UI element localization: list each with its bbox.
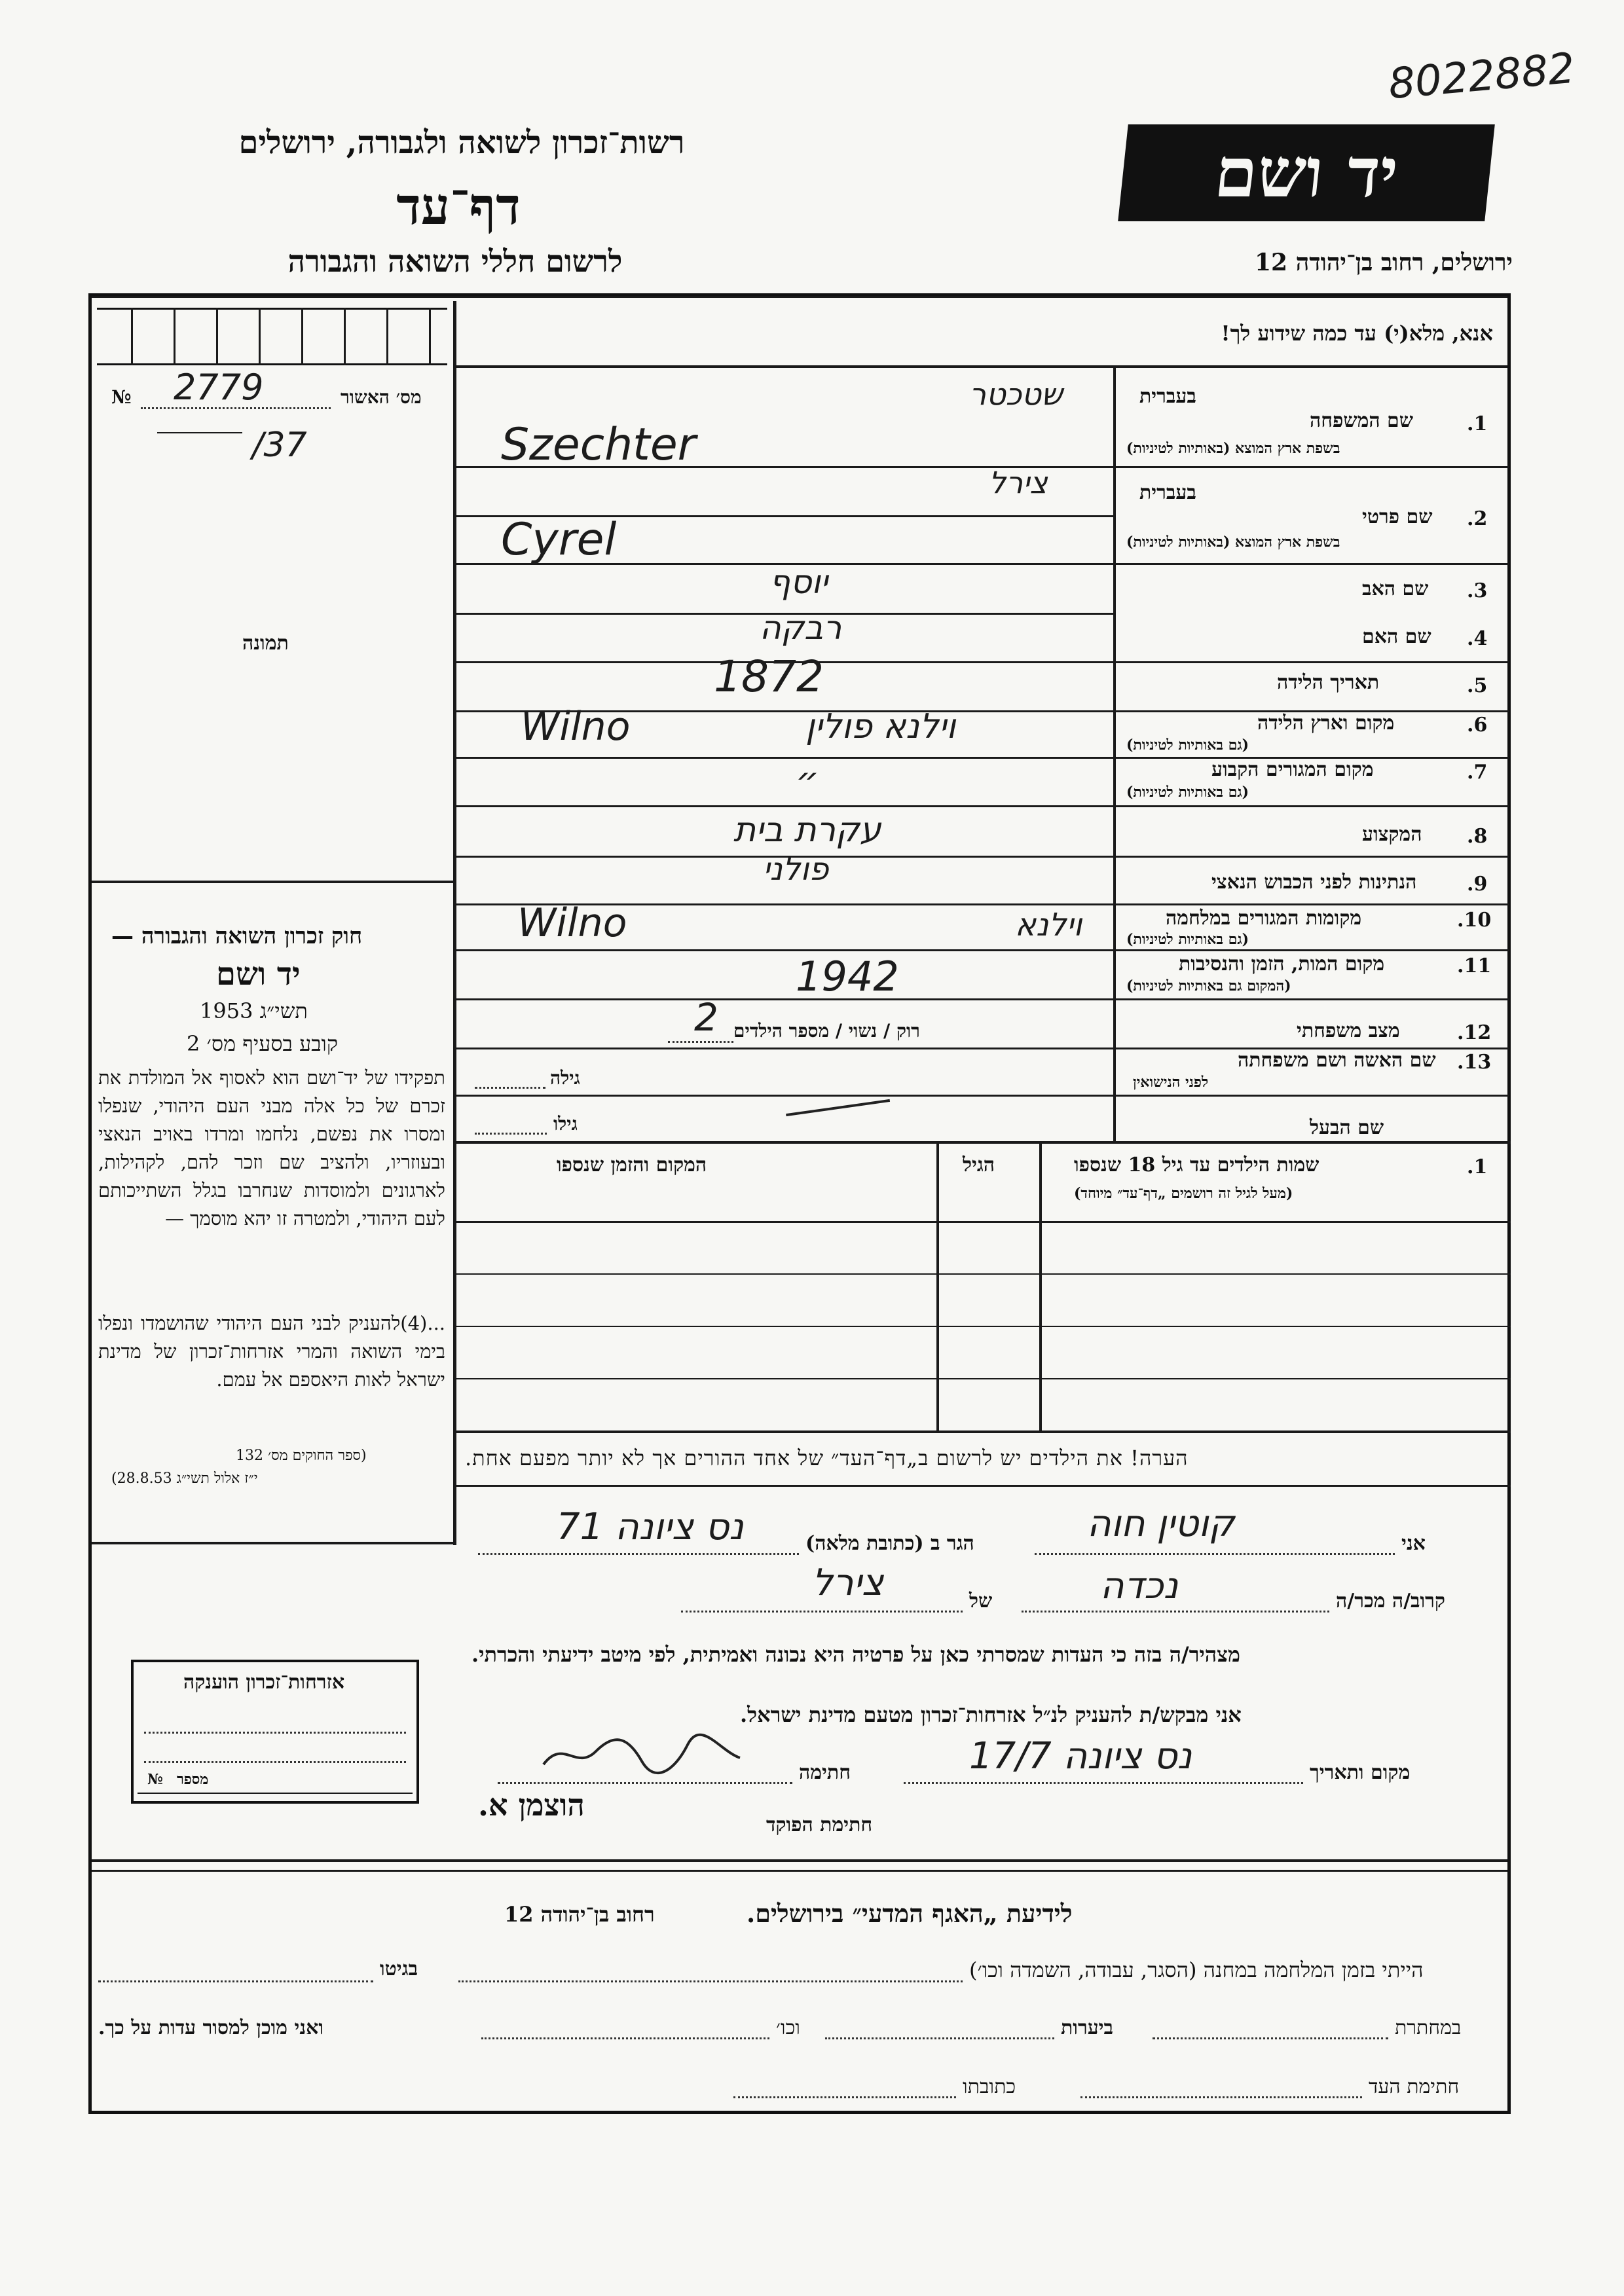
field-2-label: שם פרטי [1362,505,1433,528]
field-12-value[interactable]: 2 [694,995,718,1040]
law-clause: קובע בסעיף מס׳ 2 [187,1031,338,1056]
field-1-tag: בעברית [1139,385,1196,408]
footer-underground: במחתרת [1395,2016,1462,2039]
field-8-number: 8. [1467,825,1488,848]
footer-address: רחוב בן־יהודה 12 [504,1902,655,1927]
officer-label: חתימת הפוקד [766,1813,873,1836]
field-13-number: 13. [1457,1051,1492,1074]
officer-stamp: הוצמן א. [478,1787,585,1823]
declarant-lives-label: הגר ב (כתובת מלאה) [805,1532,974,1555]
children-label: שמות הילדים עד גיל 18 שנספו [1074,1154,1320,1176]
field-2-tag: בעברית [1139,481,1196,504]
field-1-label: שם המשפחה [1310,409,1414,432]
field-12-label: מצב משפחתי [1297,1019,1400,1042]
field-13-sub-label: לפני הנישואין [1133,1074,1209,1091]
field-2-sub-label: בשפת ארץ המוצא (באותיות לטיניות) [1126,534,1340,551]
field-7-sub-label: (גם באותיות לטיניות) [1126,784,1249,801]
field-10-number: 10. [1457,909,1492,932]
logo-text: יד ושם [1211,132,1402,213]
field-3-value[interactable]: יוסף [769,563,828,601]
field-11-value[interactable]: 1942 [796,953,899,1000]
field-9-value[interactable]: פולני [763,851,829,888]
law-clause-4: ...(4)להעניק לבני העם היהודי שהושמדו ונפלו בימי השואה והמרי אזרחות־זכרון של מדינת ישראל לאות היאספם אל עמם. [98,1312,445,1391]
field-11-label: מקום המות, הזמן והנסיבות [1179,953,1385,975]
field-10-value[interactable]: וילנא [1015,907,1082,943]
footer-etc: וכו׳ [776,2016,800,2039]
field-5-label: תאריך הלידה [1277,671,1380,694]
declarant-ani-label: אני [1401,1532,1426,1555]
place-date-value[interactable]: נס ציונה 17/7 [969,1735,1192,1777]
form-title: דף־עד [396,177,521,236]
husband-label: שם הבעל [1310,1116,1384,1139]
declarant-of-label: של [969,1590,993,1613]
field-4-number: 4. [1467,627,1488,650]
footer-ghetto: בגיטו [380,1958,418,1980]
law-year: תשי״ג 1953 [200,998,308,1023]
children-col-age: הגיל [963,1154,995,1176]
field-10-sub-label: (גם באותיות לטיניות) [1126,931,1249,948]
field-6-label: מקום וארץ הלידה [1257,712,1395,735]
field-7-value[interactable]: ״ [796,759,820,802]
declarant-address-value[interactable]: נס ציונה 71 [557,1506,744,1548]
field-9-label: הנתינות לפני הכבוש הנאצי [1211,871,1417,894]
request-text: אני מבקש/ת להעניק לנ״ל אזרחות־זכרון מטעם מדינת ישראל. [740,1702,1242,1727]
field-4-value[interactable]: רבקה [760,609,842,647]
institution-name: רשות־זכרון לשואה ולגבורה, ירושלים [238,124,685,161]
law-name: יד ושם [216,956,301,993]
declaration-text: מצהיר/ה בזה כי העדות שמסרתי כאן על פרטיה היא נכונה ואמיתית, לפי מיטב ידיעתי והכרתי. [471,1642,1240,1667]
field-5-value[interactable]: 1872 [714,651,824,702]
place-date-label: מקום ותאריך [1310,1761,1411,1784]
header-address: ירושלים, רחוב בן־יהודה 12 [1254,249,1513,276]
form-subtitle: לרשום חללי השואה והגבורה [287,244,623,279]
field-13-age-label: גילה [550,1067,580,1089]
field-3-label: שם האב [1362,577,1429,600]
field-5-number: 5. [1467,674,1488,697]
field-8-label: המקצוע [1362,823,1422,846]
field-11-number: 11. [1457,955,1492,977]
field-3-number: 3. [1467,579,1488,602]
declarant-relative-label: קרוב/ה מכר/ה [1336,1590,1445,1613]
field-7-number: 7. [1467,761,1488,784]
field-8-value[interactable]: עקרת בית [733,811,881,850]
archive-number: 8022882 [1386,44,1577,109]
field-7-label: מקום המגורים הקבוע [1211,758,1374,781]
children-number: 1. [1467,1156,1488,1178]
field-6-value[interactable]: וילנא פולין [805,707,956,746]
husband-age-label: גילו [553,1113,578,1135]
field-2-number: 2. [1467,507,1488,530]
citizenship-no-sign: № [147,1771,163,1788]
citizenship-number-label: מספר [177,1771,209,1788]
photo-label: תמונה [242,632,289,655]
registration-no-sign: № [111,386,132,408]
declarant-relation-value[interactable]: נכדה [1100,1565,1179,1607]
signature-value[interactable] [537,1732,747,1777]
children-sub-label: (מעל לגיל זה רושמים „דף־עד״ מיוחד) [1074,1185,1293,1202]
field-12-options: רוק / נשוי / מספר הילדים [733,1020,920,1042]
field-9-number: 9. [1467,873,1488,896]
field-2-value-hebrew[interactable]: צירל [989,465,1048,500]
declarant-of-value[interactable]: צירל [812,1561,884,1604]
field-10-label: מקומות המגורים במלחמה [1166,907,1362,930]
footer-signature: חתימת העד [1369,2075,1460,2098]
instruction-text: אנא, מלא(י) עד כמה שידוע לך! [1221,321,1493,346]
registration-number: 2779 [174,367,264,408]
field-2-value-latin[interactable]: Cyrel [501,514,617,566]
handwritten-signature [537,1732,747,1777]
field-10-value-latin[interactable]: Wilno [517,900,627,946]
field-4-label: שם האם [1362,625,1431,648]
law-source-date: י״ז אלול תשי״ג 28.8.53) [111,1470,258,1487]
registration-label: מס׳ האשור [341,386,422,408]
signature-label: חתימה [799,1761,851,1784]
footer-forests: ביערות [1061,2016,1114,2039]
note-text: הערה! את הילדים יש לרשום ב„דף־העד״ של אחד ההורים אך לא יותר מפעם אחת. [465,1446,1189,1470]
field-12-number: 12. [1457,1021,1492,1044]
footer-title: לידיעת „האגף המדעי״ בירושלים. [747,1899,1073,1928]
citizenship-title: אזרחות־זכרון הוענקה [183,1671,345,1694]
law-body: תפקידו של יד־ושם הוא לאסוף אל המולדת את זכרם של כל אלה מבני העם היהודי, שנפלו ומסרו את נפשם, נלחמו ומרדו באויב הנאצי ובעוזריו, ולהציב שם וזכר להם, לקהילות, לארגונים ולמוסדות שנחרבו בגלל השתייכותם לעם היהודי, ולמטרה זו יהא מוסמך — [98,1066,445,1230]
field-1-sub-label: בשפת ארץ המוצא (באותיות לטיניות) [1126,440,1340,457]
declarant-name-value[interactable]: קוטין חוה [1087,1503,1235,1545]
yad-vashem-logo [1118,124,1495,221]
footer-testimony: ואני מוכן למסור עדות על כך. [98,2016,324,2039]
field-1-value-hebrew[interactable]: שטכטר [969,376,1063,412]
field-13-label: שם האשה ושם משפחתה [1238,1049,1436,1072]
field-6-number: 6. [1467,714,1488,737]
field-6-sub-label: (גם באותיות לטיניות) [1126,737,1249,754]
field-1-number: 1. [1467,412,1488,435]
children-col-place: המקום והזמן שנספו [557,1154,707,1176]
registration-sub-number: /37 [252,426,307,465]
field-11-sub-label: (המקום גם באותיות לטיניות) [1126,977,1291,994]
law-source: (ספר החוקים מס׳ 132 [236,1448,367,1464]
field-1-value-latin[interactable]: Szechter [501,419,696,471]
field-6-value-latin[interactable]: Wilno [521,704,631,750]
footer-line1: הייתי בזמן המלחמה במחנה (הסגר, עבודה, השמדה וכו׳) [969,1958,1424,1982]
law-title: חוק זכרון השואה והגבורה — [111,923,363,949]
footer-address-label: כתובתו [963,2075,1016,2098]
